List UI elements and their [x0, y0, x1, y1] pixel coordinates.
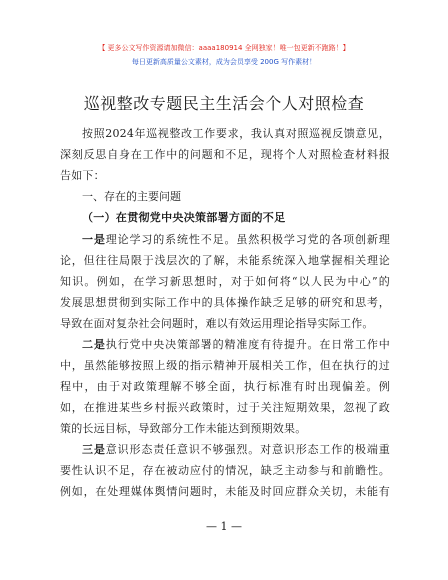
paragraph-3-lead: 三是 [82, 443, 106, 456]
paragraph-2-line-3: 程中，由于对政策理解不够全面，执行标准有时出现偏差。例 [60, 380, 390, 393]
paragraph-2-line-2: 中，虽然能够按照上级的指示精神开展相关工作，但在执行的过 [60, 359, 390, 372]
paragraph-2-line-1-text: 执行党中央决策部署的精准度有待提升。在日常工作中 [105, 338, 390, 351]
subsection-heading-1: （一）在贯彻党中央决策部署方面的不足 [82, 211, 286, 224]
paragraph-1-line-4: 发展思想贯彻到实际工作中的具体操作缺乏足够的研究和思考， [60, 296, 390, 309]
promo-banner-line-1: 【 更多公文写作资源请加微信：aaaa180914 全网独家！唯一包更新不跑路！】 [98, 44, 350, 52]
paragraph-1-line-2: 论，但往往局限于浅层次的了解，未能系统深入地掌握相关理论 [60, 254, 390, 267]
promo-banner-line-2: 每日更新高质量公文素材，成为会员享受 200G 写作素材！ [131, 58, 317, 66]
paragraph-2-lead: 二是 [82, 338, 106, 351]
paragraph-1-line-1-text: 理论学习的系统性不足。虽然积极学习党的各项创新理 [105, 233, 390, 246]
paragraph-1-line-1 [82, 233, 390, 247]
paragraph-3-line-2: 要性认识不足，存在被动应付的情况，缺乏主动参与和前瞻性。 [60, 464, 390, 477]
document-title: 巡视整改专题民主生活会个人对照检查 [83, 94, 365, 113]
intro-line-3: 告如下： [60, 169, 105, 182]
paragraph-3-line-3: 例如，在处理媒体舆情问题时，未能及时回应群众关切，未能有 [60, 485, 390, 498]
intro-line-2: 深刻反思自身在工作中的问题和不足，现将个人对照检查材料报 [60, 148, 390, 161]
paragraph-2-line-5: 策的长远目标，导致部分工作未能达到预期效果。 [60, 422, 307, 435]
page-number: — 1 — [206, 520, 242, 533]
paragraph-3-line-1-text: 意识形态责任意识不够强烈。对意识形态工作的极端重 [105, 443, 390, 456]
paragraph-1-line-5: 导致在面对复杂社会问题时，难以有效运用理论指导实际工作。 [60, 317, 374, 330]
paragraph-2-line-4: 如，在推进某些乡村振兴政策时，过于关注短期效果，忽视了政 [60, 401, 390, 414]
section-heading-1: 一、存在的主要问题 [82, 190, 181, 203]
paragraph-1-line-3: 知识。例如，在学习新思想时，对于如何将“以人民为中心”的 [60, 275, 390, 288]
paragraph-2-line-1 [82, 338, 390, 352]
paragraph-3-line-1 [82, 443, 390, 457]
paragraph-1-lead: 一是 [82, 233, 106, 246]
intro-line-1: 按照2024年巡视整改工作要求，我认真对照巡视反馈意见， [82, 127, 390, 140]
